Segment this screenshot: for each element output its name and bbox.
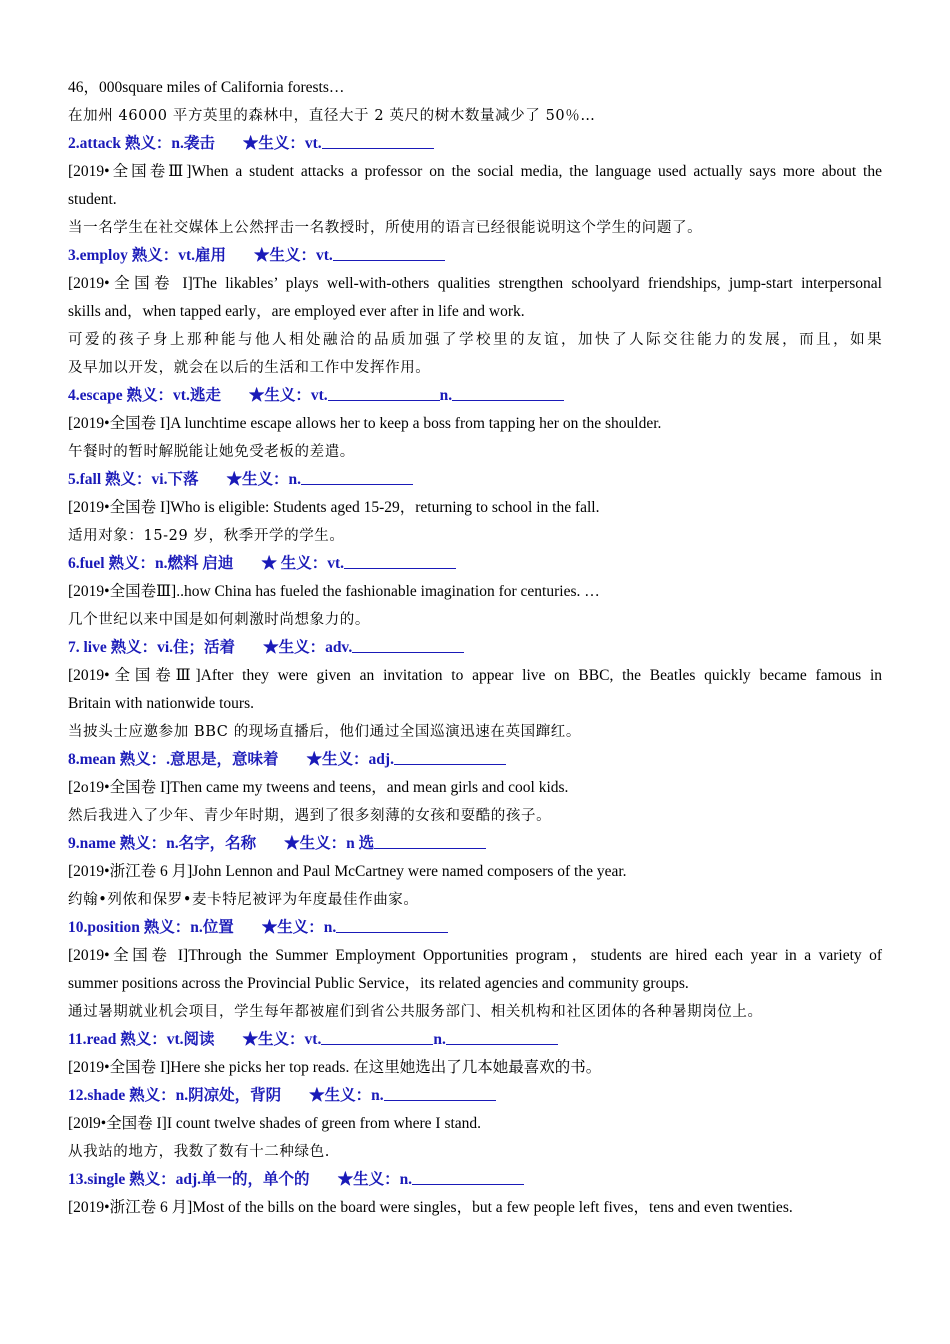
vocab-heading	[68, 914, 882, 942]
translation-line: 然后我进入了少年、青少年时期，遇到了很多刻薄的女孩和耍酷的孩子。	[68, 808, 552, 824]
example-sentence: 46，000square miles of California forests…	[68, 79, 345, 96]
new-meaning-label: ★生义：n 选	[284, 835, 375, 852]
answer-blank[interactable]	[301, 468, 413, 485]
familiar-meaning-label: 7. live 熟义：vi.住；活着	[68, 639, 236, 656]
answer-blank[interactable]	[344, 552, 456, 569]
translation-line: 当披头士应邀参加 BBC 的现场直播后，他们通过全国巡演迅速在英国蹿红。	[68, 724, 581, 740]
vocab-heading	[68, 1026, 882, 1054]
familiar-meaning-label: 6.fuel 熟义：n.燃料 启迪	[68, 555, 234, 572]
answer-blank[interactable]	[394, 748, 506, 765]
familiar-meaning-label: 3.employ 熟义：vt.雇用	[68, 247, 227, 264]
familiar-meaning-label: 4.escape 熟义：vt.逃走	[68, 387, 221, 404]
translation-line: 从我站的地方，我数了数有十二种绿色.	[68, 1144, 330, 1160]
familiar-meaning-label: 5.fall 熟义：vi.下落	[68, 471, 199, 488]
vocab-heading	[68, 1166, 882, 1194]
vocab-heading	[68, 830, 882, 858]
translation-line: 午餐时的暂时解脱能让她免受老板的差遣。	[68, 444, 355, 460]
example-sentence: [2019•全国卷Ⅲ]..how China has fueled the fashionable imagination for centuries. …	[68, 583, 600, 600]
vocab-heading	[68, 242, 882, 270]
answer-blank[interactable]	[322, 132, 434, 149]
new-meaning-label-2: n.	[433, 1031, 446, 1048]
answer-blank[interactable]	[321, 1028, 433, 1045]
document-page	[68, 74, 882, 1222]
vocab-heading	[68, 130, 882, 158]
familiar-meaning-label: 11.read 熟义：vt.阅读	[68, 1031, 215, 1048]
example-sentence: [20l9•全国卷 I]I count twelve shades of green from where I stand.	[68, 1115, 482, 1132]
new-meaning-label: ★生义：vt.	[248, 387, 328, 404]
translation-line: 当一名学生在社交媒体上公然抨击一名教授时，所使用的语言已经很能说明这个学生的问题了。	[68, 220, 703, 236]
translation-line: 可爱的孩子身上那种能与他人相处融洽的品质加强了学校里的友谊，加快了人际交往能力的发展，而且，如果	[68, 332, 882, 348]
example-sentence: summer positions across the Provincial Public Service，its related agencies and community groups.	[68, 975, 689, 992]
translation-line: 约翰•列侬和保罗•麦卡特尼被评为年度最佳作曲家。	[68, 892, 419, 908]
example-sentence: [2019•浙江卷 6 月]John Lennon and Paul McCartney were named composers of the year.	[68, 863, 627, 880]
example-sentence: [2019•浙江卷 6 月]Most of the bills on the board were singles，but a few people left fives，tens and even twenties.	[68, 1199, 793, 1216]
example-sentence: [2019•全国卷 I]Who is eligible: Students aged 15-29，returning to school in the fall.	[68, 499, 600, 516]
example-sentence: skills and，when tapped early，are employed ever after in life and work.	[68, 303, 525, 320]
example-sentence: [2019•全国卷Ⅲ]When a student attacks a professor on the social media, the language used actually says more about the	[68, 163, 882, 180]
new-meaning-label: ★生义：n.	[226, 471, 301, 488]
translation-line: 及早加以开发，就会在以后的生活和工作中发挥作用。	[68, 360, 431, 376]
example-sentence: [2019•全国卷Ⅲ]After they were given an invitation to appear live on BBC, the Beatles quickly became famous in	[68, 667, 882, 684]
answer-blank[interactable]	[374, 832, 486, 849]
vocab-heading	[68, 550, 882, 578]
example-sentence: [2o19•全国卷 I]Then came my tweens and teens，and mean girls and cool kids.	[68, 779, 569, 796]
translation-line: 几个世纪以来中国是如何刺激时尚想象力的。	[68, 612, 370, 628]
new-meaning-label: ★生义：adj.	[306, 751, 394, 768]
vocab-heading	[68, 746, 882, 774]
new-meaning-label: ★生义：adv.	[263, 639, 353, 656]
answer-blank[interactable]	[446, 1028, 558, 1045]
example-sentence: [2019•全国卷 I]Through the Summer Employment Opportunities program，students are hired each year in a variety of	[68, 947, 882, 964]
answer-blank[interactable]	[333, 244, 445, 261]
new-meaning-label: ★生义：vt.	[242, 1031, 322, 1048]
translation-line: 在加州 46000 平方英里的森林中，直径大于 2 英尺的树木数量减少了 50％…	[68, 108, 596, 124]
familiar-meaning-label: 12.shade 熟义：n.阴凉处，背阴	[68, 1087, 282, 1104]
answer-blank[interactable]	[452, 384, 564, 401]
vocab-heading	[68, 466, 882, 494]
vocab-heading	[68, 1082, 882, 1110]
example-sentence: [2019•全国卷 I]The likables’ plays well-with-others qualities strengthen schoolyard friendships, jump-start interpersonal	[68, 275, 882, 292]
example-sentence: Britain with nationwide tours.	[68, 695, 254, 712]
vocab-heading	[68, 382, 882, 410]
new-meaning-label: ★生义：vt.	[242, 135, 322, 152]
familiar-meaning-label: 10.position 熟义：n.位置	[68, 919, 234, 936]
answer-blank[interactable]	[352, 636, 464, 653]
translation-line: 适用对象：15-29 岁，秋季开学的学生。	[68, 528, 345, 544]
new-meaning-label: ★生义：n.	[337, 1171, 413, 1188]
new-meaning-label: ★ 生义：vt.	[261, 555, 345, 572]
new-meaning-label: ★生义：n.	[261, 919, 337, 936]
familiar-meaning-label: 2.attack 熟义：n.袭击	[68, 135, 215, 152]
vocab-heading	[68, 634, 882, 662]
example-sentence: [2019•全国卷 I]A lunchtime escape allows her to keep a boss from tapping her on the shoulder.	[68, 415, 662, 432]
new-meaning-label: ★生义：n.	[309, 1087, 384, 1104]
answer-blank[interactable]	[384, 1084, 496, 1101]
familiar-meaning-label: 8.mean 熟义：.意思是，意味着	[68, 751, 279, 768]
example-sentence: [2019•全国卷 I]Here she picks her top reads. 在这里她选出了几本她最喜欢的书。	[68, 1059, 602, 1076]
new-meaning-label: ★生义：vt.	[254, 247, 333, 264]
answer-blank[interactable]	[336, 916, 448, 933]
familiar-meaning-label: 13.single 熟义：adj.单一的，单个的	[68, 1171, 310, 1188]
translation-line: 通过暑期就业机会项目，学生每年都被雇们到省公共服务部门、相关机构和社区团体的各种暑期岗位上。	[68, 1004, 763, 1020]
answer-blank[interactable]	[328, 384, 440, 401]
example-sentence: student.	[68, 191, 117, 208]
answer-blank[interactable]	[412, 1168, 524, 1185]
familiar-meaning-label: 9.name 熟义：n.名字，名称	[68, 835, 257, 852]
new-meaning-label-2: n.	[439, 387, 453, 404]
